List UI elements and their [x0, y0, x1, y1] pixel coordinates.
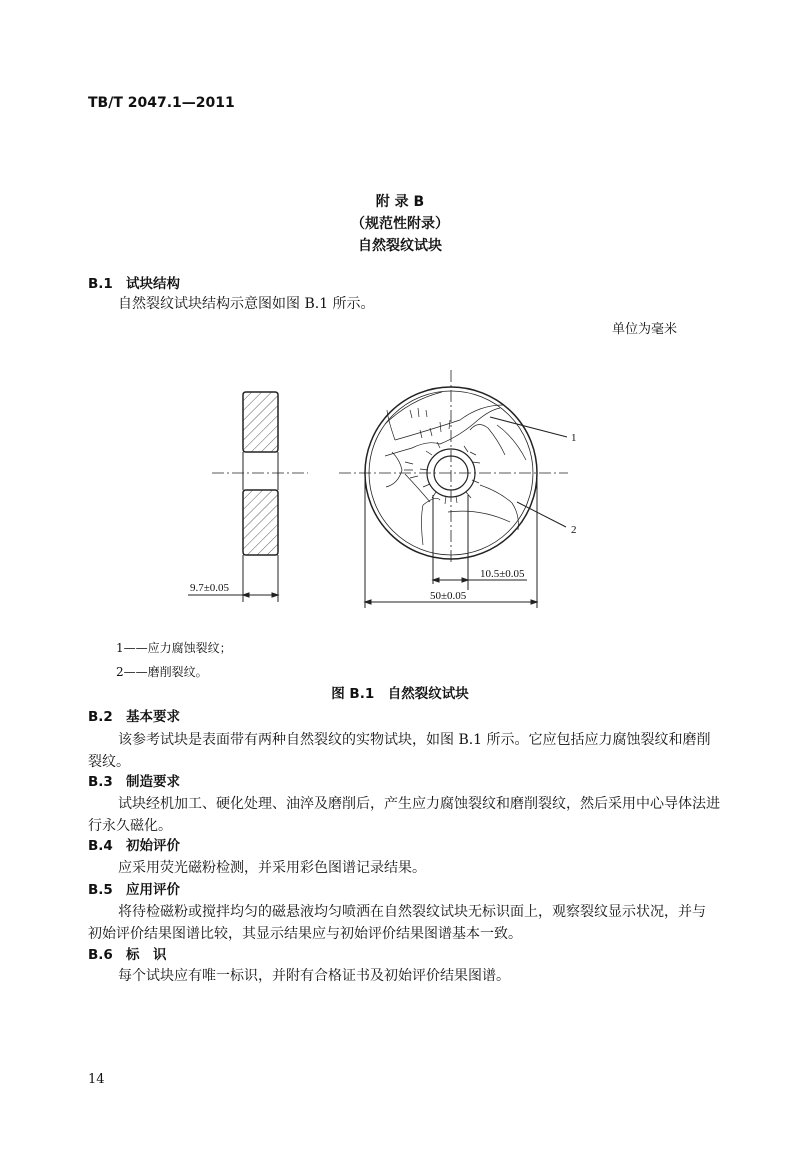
- section-title: 制造要求: [126, 774, 180, 790]
- paragraph: 行永久磁化。: [88, 818, 172, 834]
- section-number: B.1: [88, 276, 113, 292]
- section-title: 试块结构: [126, 276, 180, 292]
- legend-item: 1——应力腐蚀裂纹；: [116, 641, 232, 655]
- figure-caption: 图 B.1 自然裂纹试块: [331, 686, 469, 702]
- section-heading-b6: [88, 945, 167, 965]
- crack-lines: [385, 392, 526, 545]
- section-heading-b3: [88, 772, 180, 792]
- document-id: TB/T 2047.1—2011: [88, 95, 235, 111]
- paragraph: 应采用荧光磁粉检测，并采用彩色图谱记录结果。: [118, 860, 426, 876]
- side-view: [188, 392, 308, 602]
- section-heading-b2: [88, 707, 180, 727]
- section-number: B.2: [88, 709, 113, 725]
- section-heading-b5: [88, 880, 180, 900]
- section-number: B.4: [88, 838, 113, 854]
- section-title: 应用评价: [126, 882, 180, 898]
- paragraph: 该参考试块是表面带有两种自然裂纹的实物试块，如图 B.1 所示。它应包括应力腐蚀裂纹和磨削: [118, 732, 711, 748]
- section-number: B.6: [88, 947, 113, 963]
- appendix-name: 自然裂纹试块: [358, 238, 442, 254]
- front-view: [339, 370, 568, 608]
- paragraph: 初始评价结果图谱比较，其显示结果应与初始评价结果图谱基本一致。: [88, 926, 522, 942]
- appendix-type: （规范性附录）: [351, 216, 449, 232]
- paragraph: 试块经机加工、硬化处理、油淬及磨削后，产生应力腐蚀裂纹和磨削裂纹，然后采用中心导体法进: [118, 796, 720, 812]
- section-number: B.3: [88, 774, 113, 790]
- dim-outer: 50±0.05: [430, 590, 467, 602]
- section-title: 初始评价: [126, 838, 180, 854]
- appendix-title: 附 录 B: [375, 194, 425, 210]
- unit-note: 单位为毫米: [612, 322, 678, 337]
- legend-item: 2——磨削裂纹。: [116, 665, 208, 679]
- section-heading-b4: [88, 836, 180, 856]
- paragraph: 裂纹。: [88, 754, 130, 770]
- section-number: B.5: [88, 882, 113, 898]
- paragraph: 将待检磁粉或搅拌均匀的磁悬液均匀喷洒在自然裂纹试块无标识面上，观察裂纹显示状况，并与: [118, 904, 706, 920]
- dim-thickness: 9.7±0.05: [190, 582, 230, 594]
- dim-inner: 10.5±0.05: [480, 568, 525, 580]
- page-number: 14: [88, 1072, 105, 1087]
- paragraph: 每个试块应有唯一标识，并附有合格证书及初始评价结果图谱。: [118, 968, 510, 984]
- section-title: 标 识: [126, 947, 167, 963]
- callout-2: 2: [571, 524, 577, 536]
- paragraph: 自然裂纹试块结构示意图如图 B.1 所示。: [118, 296, 375, 312]
- callout-1: 1: [571, 432, 577, 444]
- section-title: 基本要求: [126, 709, 180, 725]
